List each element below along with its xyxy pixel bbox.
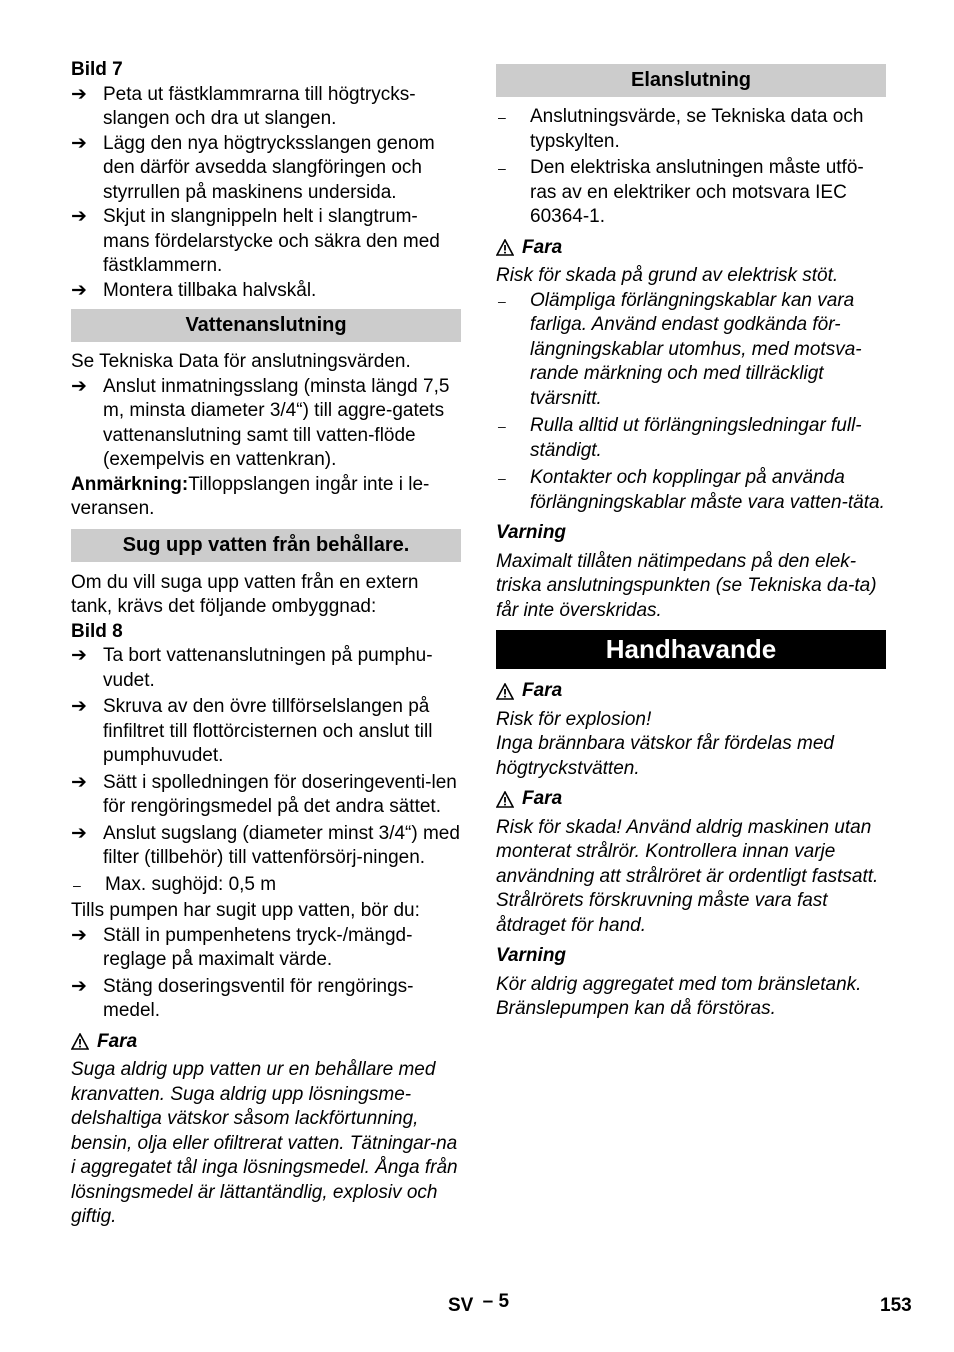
warning-label: Fara (522, 680, 563, 701)
step-text: Anslut inmatningsslang (minsta längd 7,5 m, minsta diameter 3/4“) till aggre-gatets vattenanslutning samt till vatten-flöde (exempelvis en vattenkran). (103, 375, 450, 470)
step-text: Ställ in pumpenhetens tryck-/mängd-reglage på maximalt värde. (103, 924, 413, 970)
arrow-right-icon: ➔ (71, 645, 87, 666)
step-item (71, 975, 461, 1024)
arrow-right-icon: ➔ (71, 83, 87, 105)
dash-bullet: – (498, 418, 506, 434)
warning-text: Risk för skada på grund av elektrisk stöt. (496, 265, 839, 286)
step-text: Lägg den nya högtrycksslangen genom den därför avsedda slangföringen och styrrullen på maskinens undersida. (103, 132, 435, 203)
warning-heading (496, 236, 886, 261)
step-item (71, 822, 461, 871)
step-item (71, 279, 461, 304)
caution-label: Varning (496, 945, 567, 966)
step-item (71, 83, 461, 132)
step-item (71, 375, 461, 473)
arrow-right-icon: ➔ (71, 822, 87, 844)
note-text: Tilloppslangen ingår inte i le-veransen. (71, 473, 430, 519)
dash-item (496, 414, 886, 463)
left-column (71, 58, 461, 1230)
dash-item (496, 105, 886, 154)
dash-text: Anslutningsvärde, se Tekniska data och typskylten. (530, 106, 864, 152)
dash-item (496, 289, 886, 412)
arrow-right-icon: ➔ (71, 696, 87, 717)
warning-text: Risk för skada! Använd aldrig maskinen utan monterat strålrör. Kontrollera innan varje användning att strålröret är ordentligt fastsatt. Strålrörets förskruvning måste vara fast åtdraget för hand. (496, 816, 879, 936)
warning-label: Fara (97, 1030, 138, 1052)
step-text: Skjut in slangnippeln helt i slangtrum-mans fördelarstycke och säkra den med fästklammern. (103, 206, 440, 276)
dash-bullet: – (498, 292, 506, 309)
warning-heading (496, 679, 886, 704)
footer-language (448, 1291, 510, 1319)
step-text: Stäng doseringsventil för rengörings-medel. (103, 975, 414, 1021)
figure-ref-bild8: Bild 8 (71, 620, 123, 642)
dash-text: Den elektriska anslutningen måste utfö-ras av en elektriker och motsvara IEC 60364-1. (530, 157, 864, 227)
caution-label: Varning (496, 522, 567, 543)
arrow-right-icon: ➔ (71, 279, 87, 301)
step-text: Ta bort vattenanslutningen på pumphu-vudet. (103, 645, 433, 691)
page-number: 153 (880, 1295, 912, 1316)
step-item (71, 132, 461, 206)
step-item (71, 924, 461, 973)
paragraph: Om du vill suga upp vatten från en extern tank, krävs det följande ombyggnad: (71, 571, 419, 617)
warning-label: Fara (522, 788, 563, 809)
step-text: Skruva av den övre tillförselslangen på finfiltret till flottörcisternen och anslut till pumphuvudet. (103, 696, 433, 766)
step-item (71, 771, 461, 820)
step-item (71, 205, 461, 279)
section-heading-elanslutning: Elanslutning (496, 64, 886, 97)
section-heading-vattenanslutning: Vattenanslutning (71, 309, 461, 342)
arrow-right-icon: ➔ (71, 375, 87, 397)
note-paragraph (71, 473, 461, 522)
right-column (496, 64, 886, 1022)
dash-text: Olämpliga förlängningskablar kan vara farliga. Använd endast godkända för-längningskablar utomhus, med motsva-rande märkning och med tillräckligt tvärsnitt. (530, 289, 862, 409)
arrow-right-icon: ➔ (71, 975, 87, 997)
step-text: Sätt i spolledningen för doseringeventi-len för rengöringsmedel på det andra sättet. (103, 771, 457, 817)
step-text: Montera tillbaka halvskål. (103, 279, 317, 301)
dash-item (496, 466, 886, 515)
warning-heading (71, 1030, 461, 1055)
warning-triangle-icon (496, 791, 514, 808)
dash-bullet: – (498, 160, 506, 176)
step-text: Anslut sugslang (diameter minst 3/4“) med filter (tillbehör) till vattenförsörj-ningen. (103, 822, 460, 868)
warning-text: Risk för explosion! (496, 708, 652, 730)
arrow-right-icon: ➔ (71, 206, 87, 227)
dash-item (71, 873, 461, 898)
warning-text: Suga aldrig upp vatten ur en behållare med kranvatten. Suga aldrig upp lösningsme-delshaltiga vätskor såsom lackförtunning, bensin, olja eller ofiltrerat vatten. Tätningar-na i aggregatet tål inga lösningsmedel. Ånga från lösningsmedel är lättantändlig, explosiv och giftig. (71, 1059, 458, 1227)
warning-triangle-icon (496, 239, 514, 256)
warning-text: Inga brännbara vätskor får fördelas med högtryckstvätten. (496, 733, 834, 779)
arrow-right-icon: ➔ (71, 132, 87, 154)
warning-heading (496, 787, 886, 812)
step-item (71, 644, 461, 693)
step-item (71, 695, 461, 769)
step-text: Peta ut fästklammrarna till högtrycks-slangen och dra ut slangen. (103, 83, 416, 129)
section-heading-sug-upp-vatten: Sug upp vatten från behållare. (71, 529, 461, 562)
paragraph: Tills pumpen har sugit upp vatten, bör du: (71, 900, 420, 921)
warning-label: Fara (522, 236, 563, 258)
dash-item (496, 156, 886, 230)
dash-bullet: – (498, 109, 506, 125)
dash-text: Max. sughöjd: 0,5 m (105, 873, 277, 895)
caution-text: Kör aldrig aggregatet med tom bränsletank. Bränslepumpen kan då förstöras. (496, 973, 862, 1019)
dash-bullet: – (498, 470, 506, 486)
dash-text: Kontakter och kopplingar på använda förlängningskablar måste vara vatten-täta. (530, 467, 885, 513)
arrow-right-icon: ➔ (71, 771, 87, 793)
warning-triangle-icon (496, 683, 514, 700)
caution-text: Maximalt tillåten nätimpedans på den elek-triska anslutningspunkten (se Tekniska da-ta) får inte överskridas. (496, 550, 877, 621)
figure-ref-bild7: Bild 7 (71, 59, 123, 80)
dash-bullet: – (73, 876, 81, 893)
paragraph: Se Tekniska Data för anslutningsvärden. (71, 351, 411, 372)
warning-triangle-icon (71, 1033, 89, 1050)
footer-lang: SV (448, 1295, 474, 1316)
chapter-heading-handhavande: Handhavande (496, 630, 886, 669)
dash-text: Rulla alltid ut förlängningsledningar full-ständigt. (530, 415, 862, 461)
arrow-right-icon: ➔ (71, 924, 87, 946)
note-label: Anmärkning: (71, 473, 189, 495)
footer-local-page: – 5 (482, 1291, 510, 1312)
